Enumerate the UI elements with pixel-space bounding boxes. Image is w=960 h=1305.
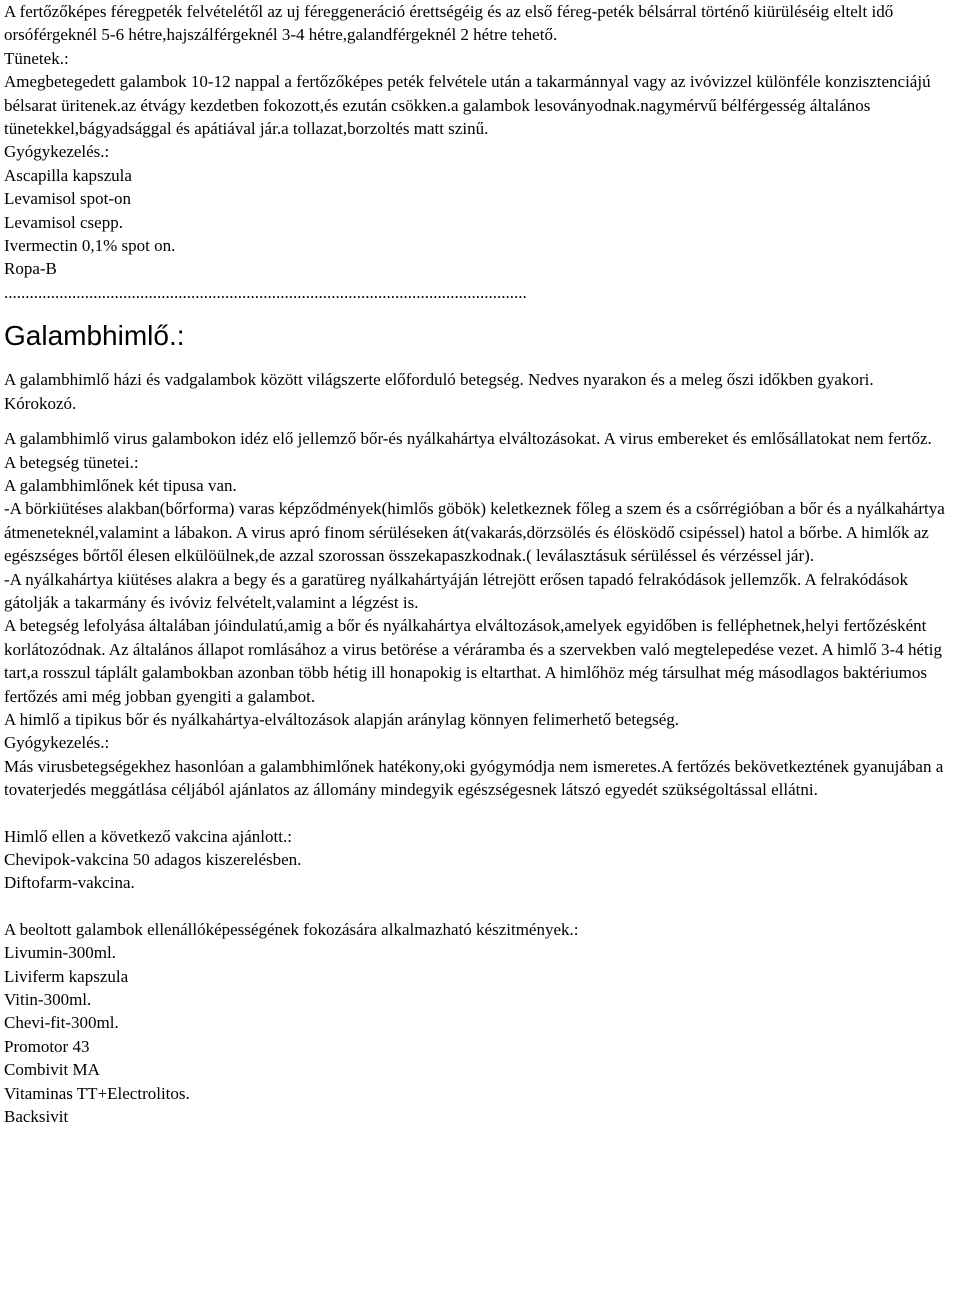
- pox-treatment-paragraph: Más virusbetegségekhez hasonlóan a galambhimlőnek hatékony,oki gyógymódja nem ismeretes.A fertőzés bekövetkeztének gyanujában a tovaterjedés meggátlása céljából ajánlatos az állomány mindegyik egészségesnek látszó egyedét szükségoltással ellátni.: [4, 756, 944, 800]
- diagnosis-paragraph: A himlő a tipikus bőr és nyálkahártya-elváltozások alapján aránylag könnyen felimerhető betegség.: [4, 709, 680, 729]
- resistance-intro: A beoltott galambok ellenállóképességének fokozására alkalmazható készitmények.:: [4, 919, 579, 939]
- treatment-item: Levamisol spot-on: [4, 189, 132, 209]
- intro-paragraph: A fertőzőképes féregpeték felvételétől az uj féreggeneráció érettségéig és az első féreg-peték bélsárral történő kiürüléséig eltelt idő orsóférgeknél 5-6 hétre,hajszálférgeknél 3-4 hétre,galandférgeknél 2 hétre tehető.: [4, 2, 894, 45]
- symptoms-paragraph: Amegbetegedett galambok 10-12 nappal a fertőzőképes peték felvétele után a takarmánnyal vagy az ivóvizzel különféle konzisztenciájú bélsarat üritenek.az étvágy kezdetben fokozott,és ezután csökken.a galambok lesoványodnak.nagymérvű bélférgesség általános tünetekkel,bágyadsággal és apátiával jár.a tollazat,borzoltés matt szinű.: [4, 72, 931, 139]
- pox-intro-paragraph: A galambhimlő házi és vadgalambok között világszerte előforduló betegség. Nedves nyarakon és a meleg őszi időkben gyakori.: [4, 370, 874, 390]
- pox-treatment-label: Gyógykezelés.:: [4, 733, 110, 753]
- disease-symptoms-label: A betegség tünetei.:: [4, 452, 139, 472]
- types-paragraph: A galambhimlőnek két tipusa van.: [4, 475, 237, 495]
- product-item: Liviferm kapszula: [4, 966, 129, 986]
- product-item: Combivit MA: [4, 1060, 100, 1080]
- treatment-item: Levamisol csepp.: [4, 212, 123, 232]
- treatment-item: Ropa-B: [4, 259, 57, 279]
- treatment-item: Ivermectin 0,1% spot on.: [4, 236, 176, 256]
- mucosa-form-paragraph: -A nyálkahártya kiütéses alakra a begy és a garatüreg nyálkahártyáján létrejött erősen tapadó felrakódások jellemzők. A felrakódások gátolják a takarmány és ivóviz felvételt,valamint a légzést is.: [4, 569, 908, 612]
- course-paragraph: A betegség lefolyása általában jóindulatú,amig a bőr és nyálkahártya elváltozások,amelyek egyidőben is felléphetnek,helyi fertőzésként korlátozódnak. Az általános állapot romlásához a virus betörése a véráramba és a szervekben való megtelepedése vezet. A himlő 3-4 hétig tart,a rosszul táplált galambokban azonban több hétig ill honapokig is eltarthat. A himlőhöz még társulhat még másodlagos baktériumos fertőzés ami még jobban gyengiti a galambot.: [4, 616, 942, 706]
- pathogen-paragraph: A galambhimlő virus galambokon idéz elő jellemző bőr-és nyálkahártya elváltozásokat. A virus embereket és emlősállatokat nem fertőz.: [4, 429, 932, 449]
- vaccine-item: Chevipok-vakcina 50 adagos kiszerelésben.: [4, 850, 302, 869]
- pathogen-label: Kórokozó.: [4, 393, 77, 413]
- vaccine-item: Diftofarm-vakcina.: [4, 873, 135, 893]
- product-item: Vitaminas TT+Electrolitos.: [4, 1083, 190, 1103]
- product-item: Vitin-300ml.: [4, 990, 92, 1010]
- section-title: Galambhimlő.:: [4, 320, 185, 352]
- skin-form-paragraph: -A börkiütéses alakban(bőrforma) varas képződmények(himlős göbök) keletkeznek főleg a szem és a csőrrégióban a bőr és a nyálkahártya átmeneteknél,valamint a lábakon. A virus apró finom sérüléseken át(vakarás,dörzsölés és élösködő csipéssel) hatol a bőrbe. A himlők az egészséges bőrtől élesen elkülöülnek,de azzal szorossan összekapaszkodnak.( leválasztásuk sérüléssel és vérzéssel jár).: [4, 499, 945, 566]
- product-item: Livumin-300ml.: [4, 943, 116, 963]
- product-item: Chevi-fit-300ml.: [4, 1013, 119, 1033]
- treatment-label: Gyógykezelés.:: [4, 142, 110, 162]
- product-item: Backsivit: [4, 1107, 69, 1127]
- symptoms-label: Tünetek.:: [4, 48, 69, 68]
- product-item: Promotor 43: [4, 1036, 90, 1056]
- treatment-item: Ascapilla kapszula: [4, 165, 132, 185]
- dotted-separator: ...........................................................................................................................: [4, 282, 527, 302]
- vaccine-intro: Himlő ellen a következő vakcina ajánlott.:: [4, 826, 292, 846]
